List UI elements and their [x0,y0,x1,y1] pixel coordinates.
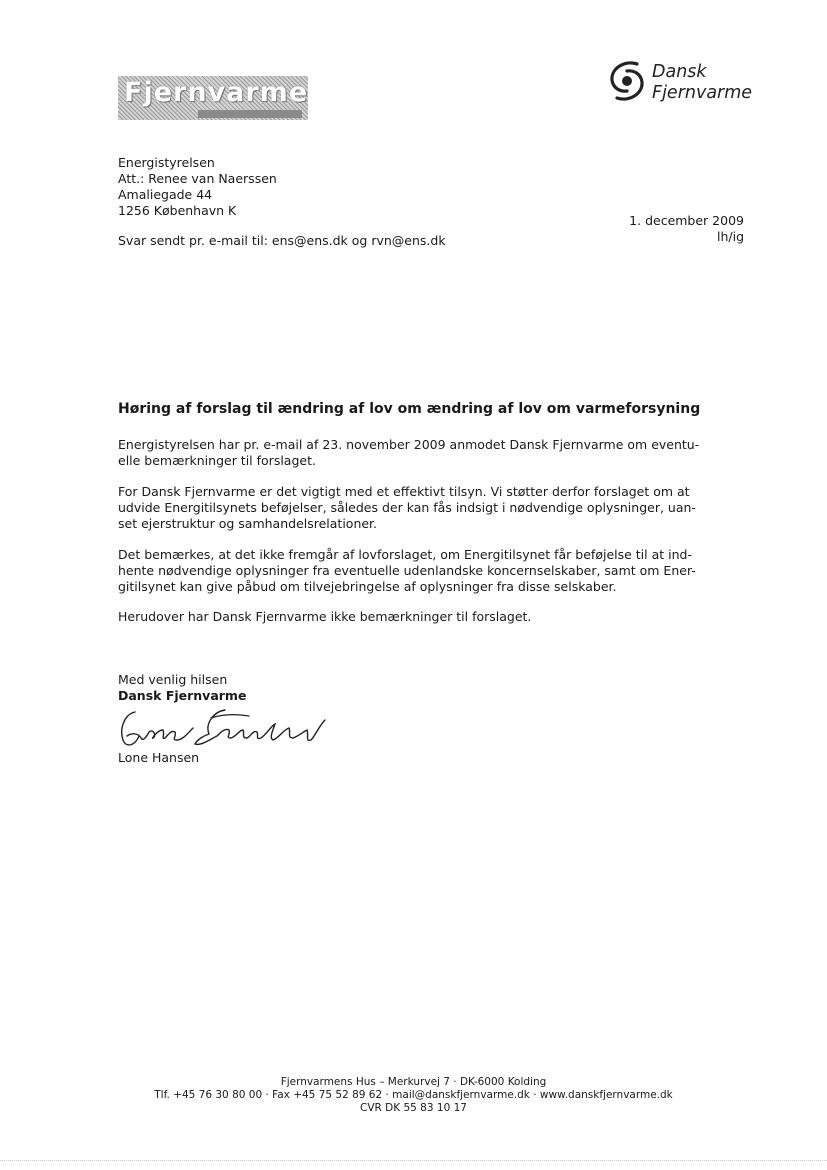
bottom-scan-edge [0,1160,827,1161]
recipient-line-2: Att.: Renee van Naerssen [118,171,277,186]
paragraph-line: set ejerstruktur og samhandelsrelationer. [118,516,378,531]
send-note: Svar sendt pr. e-mail til: ens@ens.dk og rvn@ens.dk [118,233,446,248]
footer-address: Fjernvarmens Hus – Merkurvej 7 · DK-6000 Kolding [280,1076,547,1088]
recipient-line-1: Energistyrelsen [118,155,215,170]
recipient-line-4: 1256 København K [118,203,237,218]
reference-initials: lh/ig [716,229,744,244]
brand-name [652,62,752,104]
paragraph-line: hente nødvendige oplysninger fra eventuelle udenlandske koncernselskaber, samt om Ener- [118,563,696,578]
paragraph-line: For Dansk Fjernvarme er det vigtigt med et effektivt tilsyn. Vi støtter derfor forslaget om at [118,484,690,499]
logo-subtitle-bar [198,110,302,118]
paragraph-1 [118,437,714,469]
date-block [629,213,744,245]
footer-cvr: CVR DK 55 83 10 17 [360,1102,467,1114]
letter-title: Høring af forslag til ændring af lov om ændring af lov om varmeforsyning [118,401,701,417]
brand-name-line2: Fjernvarme [652,83,753,103]
paragraph-line: gitilsynet kan give påbud om tilvejebringelse af oplysninger fra disse selskaber. [118,579,617,594]
footer-contact: Tlf. +45 76 30 80 00 · Fax +45 75 52 89 62 · mail@danskfjernvarme.dk · www.danskfjernvarme.dk [154,1089,673,1101]
dansk-fjernvarme-swirl-icon [607,58,647,108]
recipient-line-3: Amaliegade 44 [118,187,213,202]
paragraph-3 [118,547,714,595]
paragraph-line: Det bemærkes, at det ikke fremgår af lovforslaget, om Energitilsynet får beføjelse til at ind- [118,547,692,562]
paragraph-2 [118,484,714,532]
paragraph-line: udvide Energitilsynets beføjelser, således der kan fås indsigt i nødvendige oplysninger, uan- [118,500,696,515]
closing-organization: Dansk Fjernvarme [118,688,247,703]
paragraph-4 [118,609,714,625]
fjernvarme-logo [118,76,308,120]
letter-date: 1. december 2009 [629,213,744,228]
closing-greeting: Med venlig hilsen [118,672,228,687]
paragraph-line: elle bemærkninger til forslaget. [118,453,316,468]
logo-text: Fjernvarme [124,77,309,108]
signer-name: Lone Hansen [118,750,200,765]
paragraph-line: Energistyrelsen har pr. e-mail af 23. november 2009 anmodet Dansk Fjernvarme om eventu- [118,437,700,452]
paragraph-line: Herudover har Dansk Fjernvarme ikke bemærkninger til forslaget. [118,609,532,624]
brand-name-line1: Dansk [652,62,707,82]
